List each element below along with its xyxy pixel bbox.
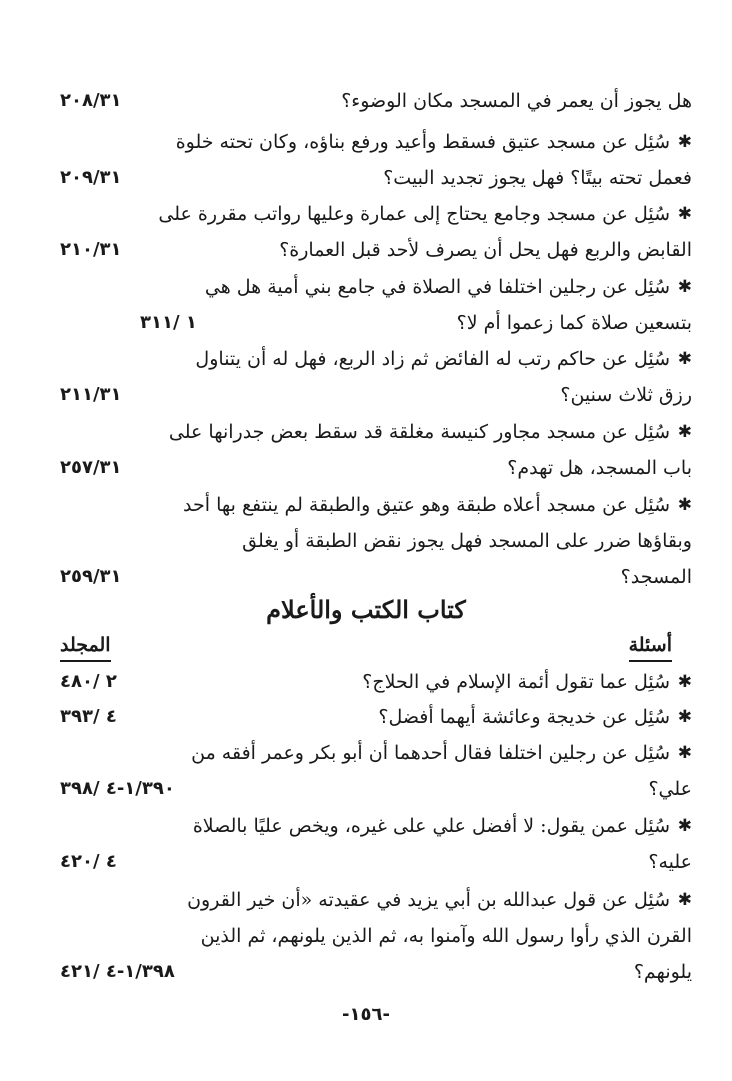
entry-line (60, 269, 692, 305)
entry-line (60, 523, 692, 559)
entry-line (60, 450, 692, 486)
asterisk-bullet-icon: ✱ (677, 495, 692, 515)
asterisk-bullet-icon: ✱ (677, 204, 692, 224)
entry-line (60, 83, 692, 119)
entry-text: وبقاؤها ضرر على المسجد فهل يجوز نقض الطبقة أو يغلق (242, 530, 692, 552)
entry-line (60, 918, 692, 954)
entry-text: سُئِل عن حاكم رتب له الفائض ثم زاد الربع، فهل له أن يتناول (195, 348, 670, 370)
volume-page-ref: ١/٣٩٨-٤ /٤٢١ (60, 961, 175, 982)
entry-text: فعمل تحته بيتًا؟ فهل يجوز تجديد البيت؟ (383, 167, 692, 189)
volume-page-ref: ٤ /٤٢٠ (60, 851, 117, 872)
entry-line (60, 196, 692, 232)
section-title: كتاب الكتب والأعلام (266, 595, 466, 624)
entry-line (60, 160, 692, 196)
entry-text: سُئِل عمن يقول: لا أفضل علي على غيره، ويخص عليًا بالصلاة (192, 815, 670, 837)
entry-text: علي؟ (648, 778, 692, 800)
entry-line (60, 305, 692, 341)
asterisk-bullet-icon: ✱ (677, 672, 692, 692)
asterisk-bullet-icon: ✱ (677, 890, 692, 910)
asterisk-bullet-icon: ✱ (677, 132, 692, 152)
entry-text: يلونهم؟ (633, 961, 692, 983)
page-number: -١٥٦- (342, 1004, 390, 1025)
entry-line (60, 232, 692, 268)
asterisk-bullet-icon: ✱ (677, 743, 692, 763)
entry-text: سُئِل عن قول عبدالله بن أبي يزيد في عقيدته «أن خير القرون (187, 889, 670, 911)
entry-line (60, 664, 692, 700)
entry-text: المسجد؟ (620, 566, 692, 588)
volume-page-ref: ٢ /٤٨٠ (60, 671, 117, 692)
entry-text: رزق ثلاث سنين؟ (560, 384, 692, 406)
entry-text: سُئِل عما تقول أئمة الإسلام في الحلاج؟ (362, 671, 670, 693)
volume-page-ref: ١/٣٩٠-٤ /٣٩٨ (60, 778, 175, 799)
volume-page-ref: ٢١٠/٣١ (60, 239, 122, 260)
asterisk-bullet-icon: ✱ (677, 816, 692, 836)
entry-text: باب المسجد، هل تهدم؟ (507, 457, 692, 479)
entry-line (60, 699, 692, 735)
entry-line (60, 808, 692, 844)
volume-column-header: المجلد (60, 630, 111, 662)
entry-line (60, 341, 692, 377)
entry-text: بتسعين صلاة كما زعموا أم لا؟ (456, 312, 692, 334)
volume-page-ref: ٢٠٩/٣١ (60, 167, 122, 188)
entry-text: سُئِل عن خديجة وعائشة أيهما أفضل؟ (378, 706, 670, 728)
entry-text: سُئِل عن مسجد وجامع يحتاج إلى عمارة وعليها رواتب مقررة على (158, 203, 670, 225)
asterisk-bullet-icon: ✱ (677, 422, 692, 442)
entry-text: سُئِل عن مسجد مجاور كنيسة مغلقة قد سقط بعض جدرانها على (168, 421, 670, 443)
asterisk-bullet-icon: ✱ (677, 707, 692, 727)
entry-text: سُئِل عن مسجد أعلاه طبقة وهو عتيق والطبقة لم ينتفع بها أحد (183, 494, 670, 516)
entry-text: القرن الذي رأوا رسول الله وآمنوا به، ثم الذين يلونهم، ثم الذين (200, 925, 692, 947)
entry-line (60, 771, 692, 807)
entry-text: سُئِل عن رجلين اختلفا فقال أحدهما أن أبو بكر وعمر أفقه من (191, 742, 670, 764)
volume-page-ref: ٤ /٣٩٣ (60, 706, 117, 727)
volume-page-ref: ٢١١/٣١ (60, 384, 122, 405)
entry-text: سُئِل عن رجلين اختلفا في الصلاة في جامع بني أمية هل هي (204, 276, 670, 298)
entry-line (60, 414, 692, 450)
volume-page-ref: ٢٥٩/٣١ (60, 566, 122, 587)
entry-text: القابض والربع فهل يحل أن يصرف لأحد قبل العمارة؟ (279, 239, 692, 261)
entry-line (60, 377, 692, 413)
entry-line (60, 735, 692, 771)
entry-text: سُئِل عن مسجد عتيق فسقط وأعيد ورفع بناؤه، وكان تحته خلوة (175, 131, 670, 153)
entry-line (60, 487, 692, 523)
asterisk-bullet-icon: ✱ (677, 277, 692, 297)
questions-column-header: أسئلة (629, 630, 672, 662)
asterisk-bullet-icon: ✱ (677, 349, 692, 369)
volume-page-ref: ١ /٣١١ (140, 312, 197, 333)
volume-page-ref: ٢٥٧/٣١ (60, 457, 122, 478)
entry-line (60, 124, 692, 160)
entry-line (60, 844, 692, 880)
entry-text: هل يجوز أن يعمر في المسجد مكان الوضوء؟ (341, 90, 692, 112)
entry-line (60, 882, 692, 918)
volume-page-ref: ٢٠٨/٣١ (60, 90, 122, 111)
entry-text: عليه؟ (648, 851, 692, 873)
entry-line (60, 954, 692, 990)
